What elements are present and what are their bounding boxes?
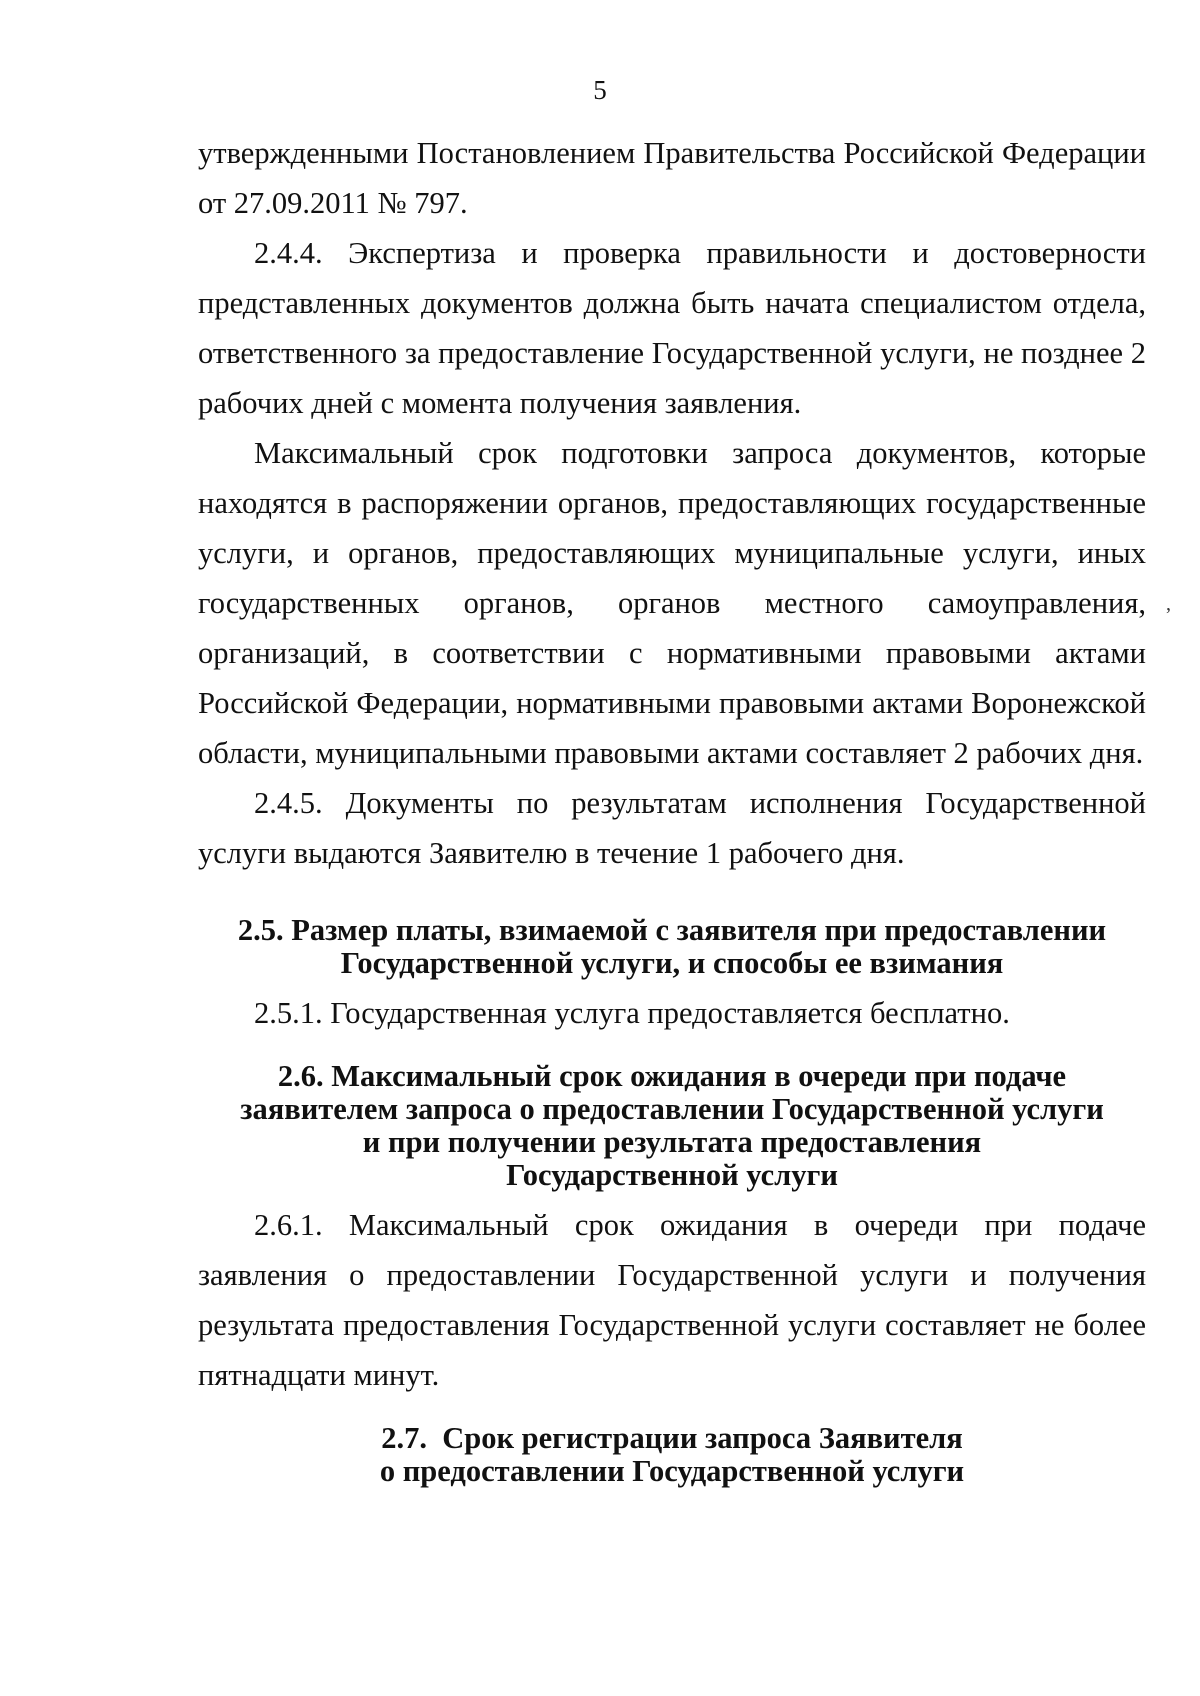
- heading-2-6: [198, 1060, 1146, 1192]
- heading-2-6-line3: и при получении результата предоставления: [362, 1125, 982, 1159]
- paragraph-continuation: утвержденными Постановлением Правительства Российской Федерации от 27.09.2011 № 797.: [198, 136, 1146, 220]
- heading-2-7: [198, 1422, 1146, 1488]
- document-body: [198, 128, 1146, 1488]
- heading-2-5-line2: Государственной услуги, и способы ее взимания: [340, 946, 1004, 980]
- heading-2-5: [198, 914, 1146, 980]
- page-number: 5: [593, 75, 607, 105]
- heading-2-7-line1: 2.7. Срок регистрации запроса Заявителя: [381, 1421, 963, 1455]
- paragraph-max-term: Максимальный срок подготовки запроса документов, которые находятся в распоряжении органов, предоставляющих государственные услуги, и органов, предоставляющих муниципальные услуги, иных государственных органов, органов местного самоуправления, организаций, в соответствии с нормативными правовыми актами Российской Федерации, нормативными правовыми актами Воронежской области, муниципальными правовыми актами составляет 2 рабочих дня.: [198, 436, 1146, 770]
- heading-2-6-line4: Государственной услуги: [506, 1158, 838, 1192]
- margin-mark: ,: [1166, 593, 1171, 615]
- spacer: [198, 1400, 1146, 1422]
- heading-2-6-line1: 2.6. Максимальный срок ожидания в очереди при подаче: [277, 1059, 1067, 1093]
- spacer: [198, 1038, 1146, 1060]
- paragraph-2-4-5: 2.4.5. Документы по результатам исполнения Государственной услуги выдаются Заявителю в течение 1 рабочего дня.: [198, 786, 1146, 870]
- spacer: [198, 1192, 1146, 1200]
- paragraph-2-6-1: 2.6.1. Максимальный срок ожидания в очереди при подаче заявления о предоставлении Государственной услуги и получения результата предоставления Государственной услуги составляет не более пятнадцати минут.: [198, 1208, 1146, 1392]
- paragraph-2-4-4: 2.4.4. Экспертиза и проверка правильности и достоверности представленных документов должна быть начата специалистом отдела, ответственного за предоставление Государственной услуги, не позднее 2 рабочих дней с момента получения заявления.: [198, 236, 1146, 420]
- heading-2-5-line1: 2.5. Размер платы, взимаемой с заявителя при предоставлении: [237, 913, 1107, 947]
- heading-2-7-line2: о предоставлении Государственной услуги: [379, 1454, 965, 1488]
- heading-2-6-line2: заявителем запроса о предоставлении Государственной услуги: [240, 1092, 1104, 1126]
- spacer: [198, 980, 1146, 988]
- paragraph-2-5-1: 2.5.1. Государственная услуга предоставляется бесплатно.: [254, 996, 1010, 1030]
- spacer: [198, 878, 1146, 914]
